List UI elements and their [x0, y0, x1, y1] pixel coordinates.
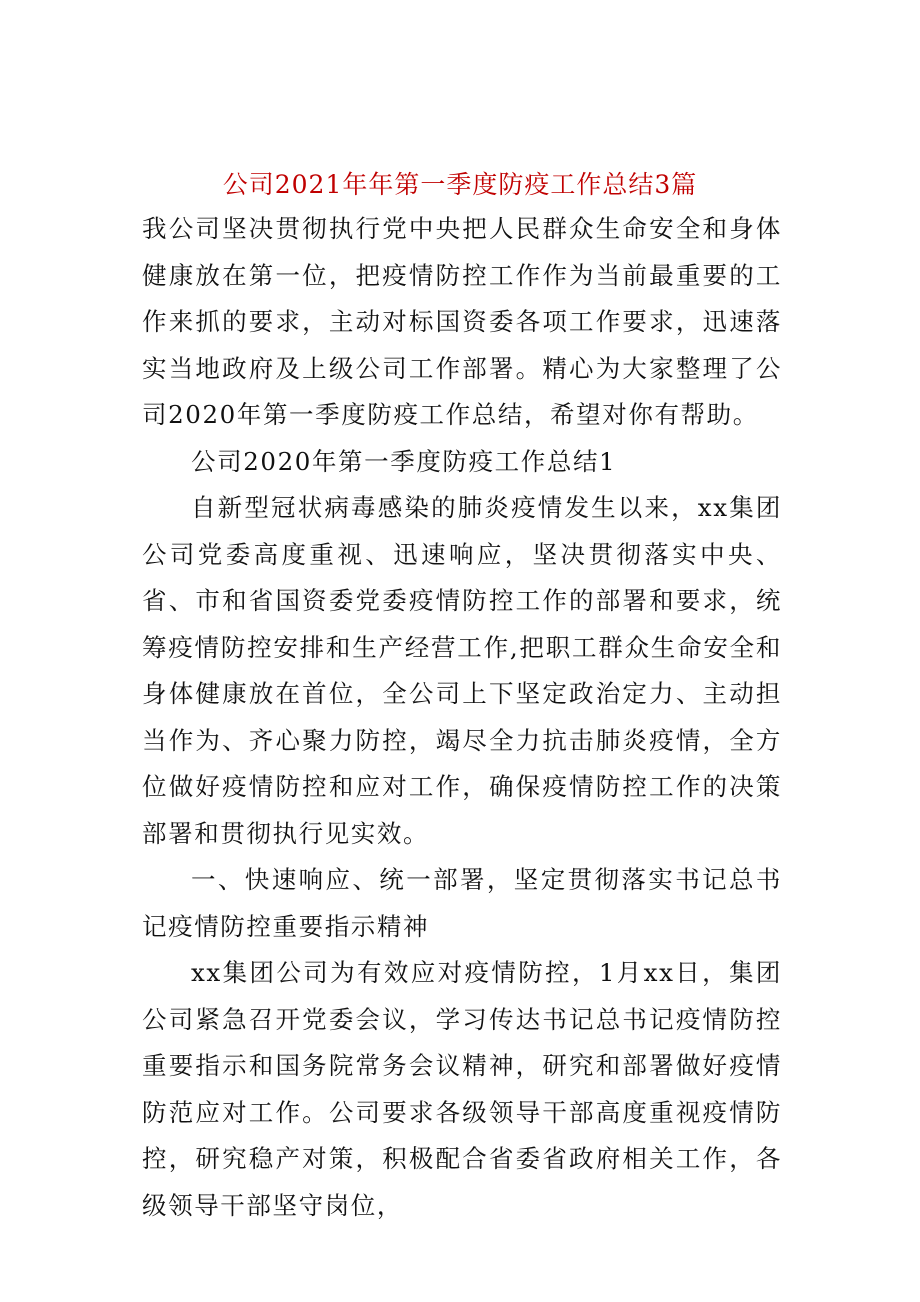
body-paragraph: xx集团公司为有效应对疫情防控，1月xx日，集团公司紧急召开党委会议，学习传达书记总书记疫情防控重要指示和国务院常务会议精神，研究和部署做好疫情防范应对工作。公司要求各级领导干部高度重视疫情防控，研究稳产对策，积极配合省委省政府相关工作，各级领导干部坚守岗位， — [142, 958, 782, 1220]
section-subtitle: 公司2020年第一季度防疫工作总结1 — [191, 446, 617, 476]
document-body — [142, 206, 782, 1229]
document-title: 公司2021年年第一季度防疫工作总结3篇 — [222, 170, 698, 199]
body-paragraph: 自新型冠状病毒感染的肺炎疫情发生以来，xx集团公司党委高度重视、迅速响应，坚决贯彻落实中央、省、市和省国资委党委疫情防控工作的部署和要求，统筹疫情防控安排和生产经营工作,把职工群众生命安全和身体健康放在首位，全公司上下坚定政治定力、主动担当作为、齐心聚力防控，竭尽全力抗击肺炎疫情，全方位做好疫情防控和应对工作，确保疫情防控工作的决策部署和贯彻执行见实效。 — [142, 493, 782, 848]
intro-paragraph: 我公司坚决贯彻执行党中央把人民群众生命安全和身体健康放在第一位，把疫情防控工作作为当前最重要的工作来抓的要求，主动对标国资委各项工作要求，迅速落实当地政府及上级公司工作部署。精心为大家整理了公司2020年第一季度防疫工作总结，希望对你有帮助。 — [142, 214, 782, 429]
section-heading: 一、快速响应、统一部署，坚定贯彻落实书记总书记疫情防控重要指示精神 — [142, 865, 782, 941]
